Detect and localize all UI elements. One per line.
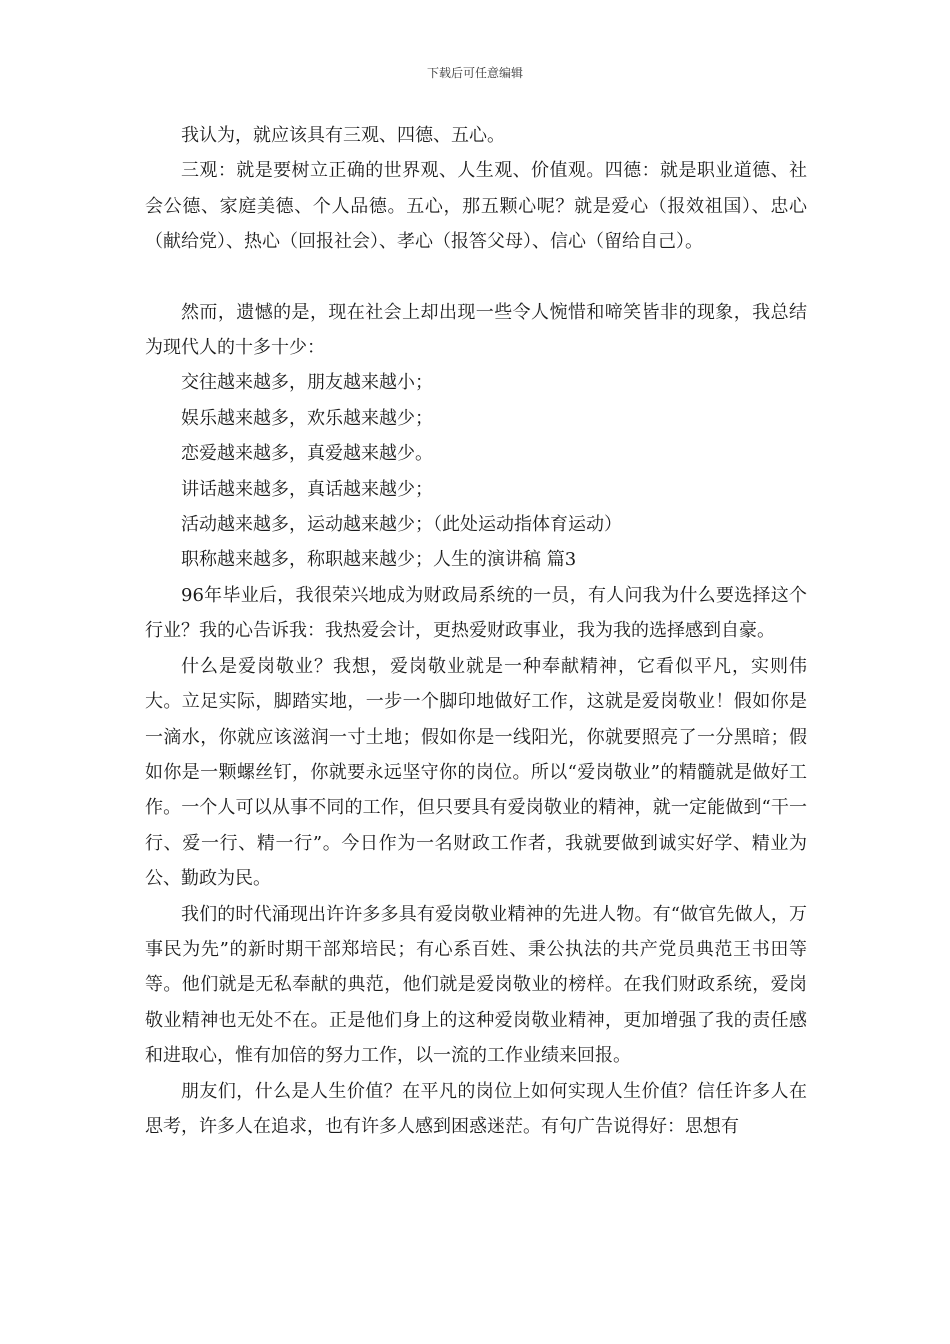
- document-body: [145, 118, 807, 1144]
- list-item: 职称越来越多，称职越来越少；人生的演讲稿 篇3: [181, 549, 577, 571]
- paragraph: 三观：就是要树立正确的世界观、人生观、价值观。四德：就是职业道德、社会公德、家庭美德、个人品德。五心，那五颗心呢？就是爱心（报效祖国）、忠心（献给党）、热心（回报社会）、孝心（报答父母）、信心（留给自己）。: [145, 160, 807, 253]
- paragraph: 我认为，就应该具有三观、四德、五心。: [181, 125, 505, 146]
- list-item: 娱乐越来越多，欢乐越来越少；: [181, 407, 433, 429]
- paragraph: 96年毕业后，我很荣兴地成为财政局系统的一员，有人问我为什么要选择这个行业？我的心告诉我：我热爱会计，更热爱财政事业，我为我的选择感到自豪。: [145, 584, 807, 642]
- list-item: 讲话越来越多，真话越来越少；: [181, 478, 433, 500]
- paragraph: 朋友们，什么是人生价值？在平凡的岗位上如何实现人生价值？信任许多人在思考，许多人在追求，也有许多人感到困惑迷茫。有句广告说得好：思想有: [145, 1080, 807, 1137]
- list-item: 恋爱越来越多，真爱越来越少。: [181, 443, 433, 465]
- paragraph: 然而，遗憾的是，现在社会上却出现一些令人惋惜和啼笑皆非的现象，我总结为现代人的十多十少：: [145, 301, 807, 359]
- list-item: 活动越来越多，运动越来越少；（此处运动指体育运动）: [181, 514, 622, 536]
- page-header: 下载后可任意编辑: [426, 66, 523, 80]
- paragraph: 什么是爱岗敬业？我想，爱岗敬业就是一种奉献精神，它看似平凡，实则伟大。立足实际，脚踏实地，一步一个脚印地做好工作，这就是爱岗敬业！假如你是一滴水，你就应该滋润一寸土地；假如你是一线阳光，你就要照亮了一分黑暗；假如你是一颗螺丝钉，你就要永远坚守你的岗位。所以“爱岗敬业”的精髓就是做好工作。一个人可以从事不同的工作，但只要具有爱岗敬业的精神，就一定能做到“干一行、爱一行、精一行”。今日作为一名财政工作者，我就要做到诚实好学、精业为公、勤政为民。: [145, 655, 807, 890]
- paragraph: 我们的时代涌现出许许多多具有爱岗敬业精神的先进人物。有“做官先做人，万事民为先”的新时期干部郑培民；有心系百姓、秉公执法的共产党员典范王书田等等。他们就是无私奉献的典范，他们就是爱岗敬业的榜样。在我们财政系统，爱岗敬业精神也无处不在。正是他们身上的这种爱岗敬业精神，更加增强了我的责任感和进取心，惟有加倍的努力工作，以一流的工作业绩来回报。: [145, 903, 807, 1067]
- list-item: 交往越来越多，朋友越来越小；: [181, 372, 433, 394]
